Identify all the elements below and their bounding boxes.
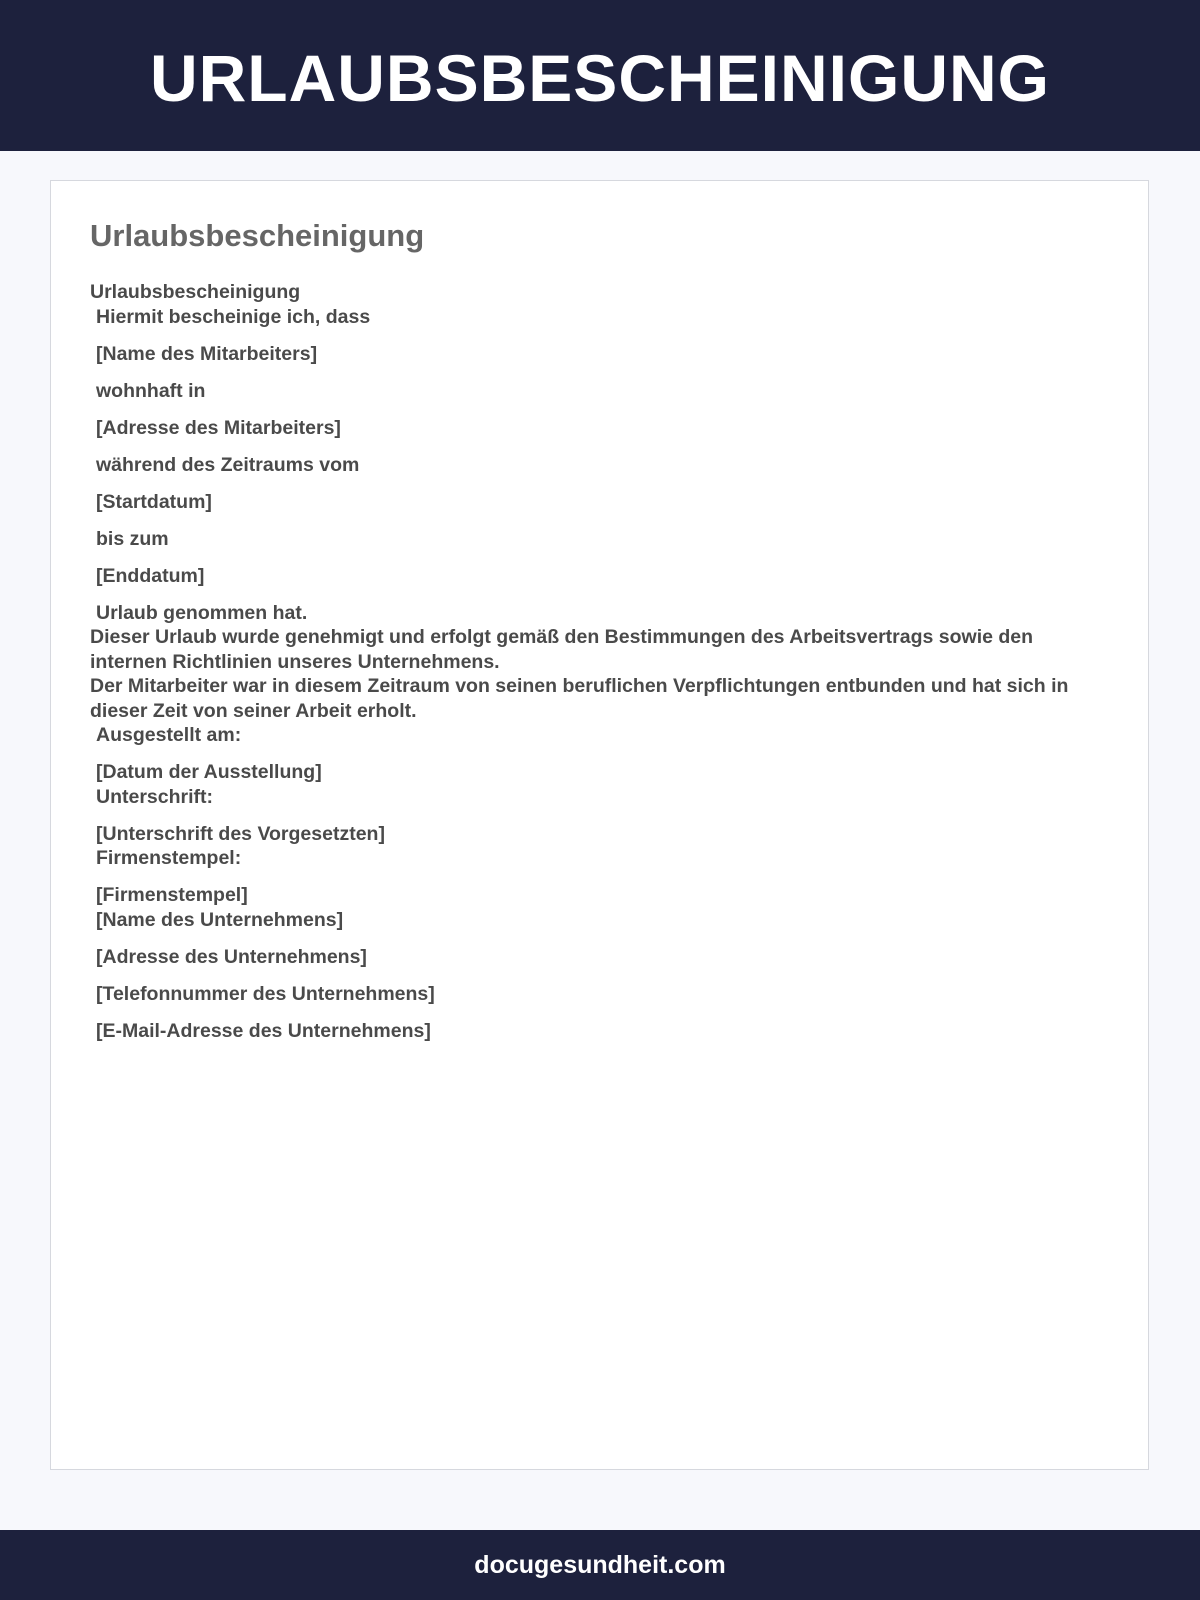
intro-text: Hiermit bescheinige ich, dass bbox=[96, 305, 371, 328]
company-address-placeholder: [Adresse des Unternehmens] bbox=[96, 945, 367, 968]
until-text: bis zum bbox=[96, 527, 169, 550]
document-title: Urlaubsbescheinigung bbox=[90, 218, 425, 253]
residing-text: wohnhaft in bbox=[96, 379, 206, 402]
signature-label: Unterschrift: bbox=[96, 785, 214, 808]
issue-date-placeholder: [Datum der Ausstellung] bbox=[96, 761, 322, 783]
document-card bbox=[50, 180, 1149, 1470]
start-date-placeholder: [Startdatum] bbox=[96, 490, 212, 513]
approval-paragraph: Dieser Urlaub wurde genehmigt und erfolgt gemäß den Bestimmungen des Arbeitsvertrags sowie den internen Richtlinien unseres Unternehmens. bbox=[90, 626, 1034, 673]
page-footer bbox=[0, 1530, 1200, 1600]
stamp-placeholder: [Firmenstempel] bbox=[96, 884, 248, 906]
period-text: während des Zeitraums vom bbox=[96, 453, 360, 476]
body-heading: Urlaubsbescheinigung bbox=[90, 281, 301, 303]
footer-website: docugesundheit.com bbox=[474, 1550, 726, 1579]
employee-name-placeholder: [Name des Mitarbeiters] bbox=[96, 342, 318, 365]
release-paragraph: Der Mitarbeiter war in diesem Zeitraum von seinen beruflichen Verpflichtungen entbunden und hat sich in dieser Zeit von seiner Arbeit erholt. bbox=[90, 675, 1069, 722]
stamp-label: Firmenstempel: bbox=[96, 847, 242, 869]
document-body bbox=[90, 280, 1100, 1043]
vacation-taken-text: Urlaub genommen hat. bbox=[96, 601, 308, 624]
page-header bbox=[0, 0, 1200, 151]
company-email-placeholder: [E-Mail-Adresse des Unternehmens] bbox=[96, 1019, 431, 1042]
company-phone-placeholder: [Telefonnummer des Unternehmens] bbox=[96, 982, 435, 1005]
employee-address-placeholder: [Adresse des Mitarbeiters] bbox=[96, 416, 341, 439]
company-name-placeholder: [Name des Unternehmens] bbox=[96, 908, 344, 931]
signature-placeholder: [Unterschrift des Vorgesetzten] bbox=[96, 822, 385, 845]
issued-label: Ausgestellt am: bbox=[96, 724, 242, 746]
header-title: URLAUBSBESCHEINIGUNG bbox=[149, 40, 1051, 115]
end-date-placeholder: [Enddatum] bbox=[96, 564, 205, 587]
